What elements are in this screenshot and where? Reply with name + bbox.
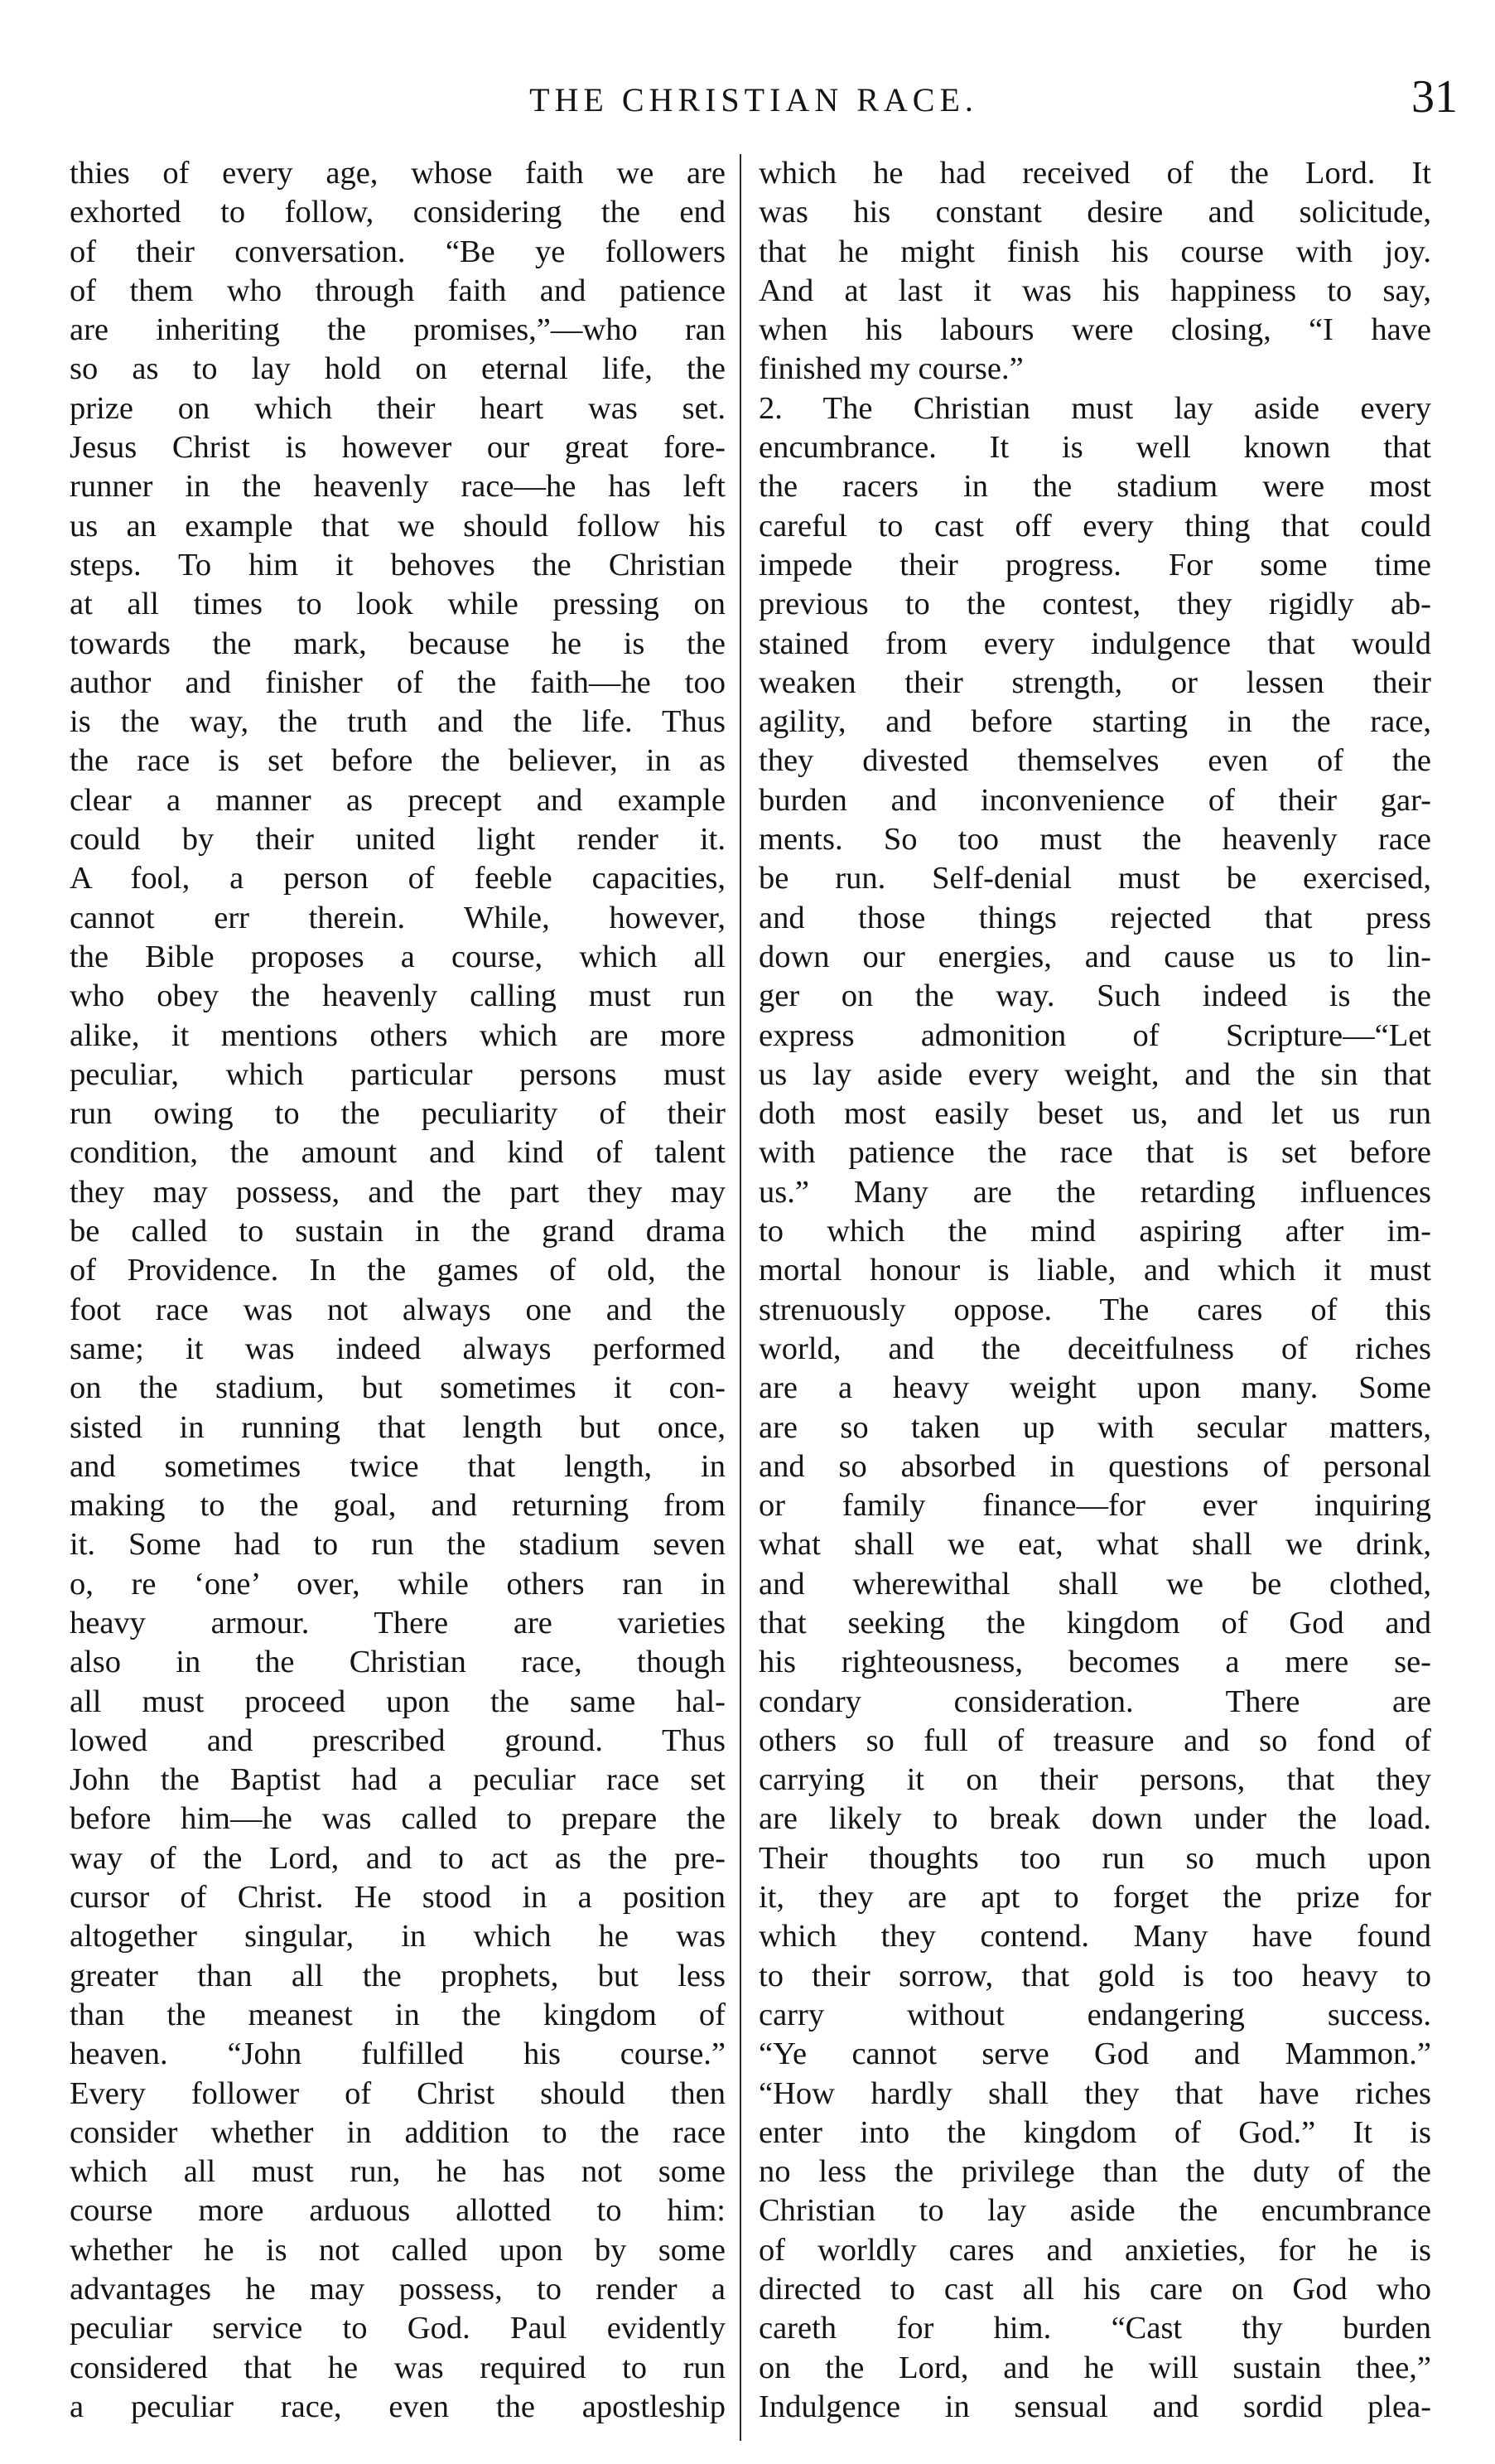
text-line: they divested themselves even of the [759, 743, 1431, 779]
text-line: greater than all the prophets, but less [70, 1958, 726, 1993]
left-column [70, 154, 726, 2427]
text-line: considered that he was required to run [70, 2350, 726, 2385]
text-line: foot race was not always one and the [70, 1292, 726, 1327]
text-line: Their thoughts too run so much upon [759, 1840, 1431, 1876]
text-line: are likely to break down under the load. [759, 1801, 1431, 1837]
text-line: agility, and before starting in the race, [759, 704, 1431, 740]
text-line: same; it was indeed always performed [70, 1331, 726, 1366]
text-line: Indulgence in sensual and sordid plea- [759, 2389, 1431, 2424]
text-line: o, re ‘one’ over, while others ran in [70, 1566, 726, 1602]
text-line: on the Lord, and he will sustain thee,” [759, 2350, 1431, 2385]
column-divider [740, 154, 741, 2441]
text-line: they may possess, and the part they may [70, 1174, 726, 1210]
text-line: or family finance—for ever inquiring [759, 1488, 1431, 1524]
text-line: making to the goal, and returning from [70, 1488, 726, 1524]
text-line: sisted in running that length but once, [70, 1409, 726, 1445]
text-line: could by their united light render it. [70, 822, 726, 858]
text-line: and wherewithal shall we be clothed, [759, 1566, 1431, 1602]
text-line: no less the privilege than the duty of the [759, 2154, 1431, 2190]
text-line: finished my course.” [759, 351, 1024, 387]
text-line: of worldly cares and anxieties, for he is [759, 2232, 1431, 2268]
text-line: us.” Many are the retarding influences [759, 1174, 1431, 1210]
text-line: and sometimes twice that length, in [70, 1448, 726, 1484]
text-line: that he might finish his course with joy. [759, 234, 1431, 269]
text-line: down our energies, and cause us to lin- [759, 939, 1431, 974]
text-line: when his labours were closing, “I have [759, 312, 1431, 348]
text-line: burden and inconvenience of their gar- [759, 782, 1431, 818]
text-line: and so absorbed in questions of personal [759, 1448, 1431, 1484]
text-line: author and finisher of the faith—he too [70, 664, 726, 700]
text-line: on the stadium, but sometimes it con- [70, 1370, 726, 1406]
text-line: alike, it mentions others which are more [70, 1017, 726, 1053]
page-number: 31 [1411, 71, 1458, 123]
text-line: are a heavy weight upon many. Some [759, 1370, 1431, 1406]
text-line: exhorted to follow, considering the end [70, 195, 726, 230]
text-line: Jesus Christ is however our great fore- [70, 430, 726, 466]
text-line: peculiar, which particular persons must [70, 1056, 726, 1092]
text-line: it, they are apt to forget the prize for [759, 1880, 1431, 1916]
text-line: whether he is not called upon by some [70, 2232, 726, 2268]
text-line: directed to cast all his care on God who [759, 2272, 1431, 2307]
text-line: “How hardly shall they that have riches [759, 2075, 1431, 2111]
text-line: And at last it was his happiness to say, [759, 273, 1431, 308]
text-line: carrying it on their persons, that they [759, 1762, 1431, 1798]
text-line: thies of every age, whose faith we are [70, 156, 726, 191]
text-line: all must proceed upon the same hal- [70, 1684, 726, 1719]
text-line: John the Baptist had a peculiar race set [70, 1762, 726, 1798]
text-line: which they contend. Many have found [759, 1919, 1431, 1954]
text-line: ger on the way. Such indeed is the [759, 978, 1431, 1014]
text-line: way of the Lord, and to act as the pre- [70, 1840, 726, 1876]
text-line: be run. Self-denial must be exercised, [759, 861, 1431, 896]
text-line: the racers in the stadium were most [759, 469, 1431, 505]
text-line: of them who through faith and patience [70, 273, 726, 308]
text-line: stained from every indulgence that would [759, 626, 1431, 661]
text-line: careful to cast off every thing that could [759, 508, 1431, 544]
text-line: of Providence. In the games of old, the [70, 1253, 726, 1288]
text-line: runner in the heavenly race—he has left [70, 469, 726, 505]
text-line: express admonition of Scripture—“Let [759, 1017, 1431, 1053]
text-line: is the way, the truth and the life. Thus [70, 704, 726, 740]
text-line: careth for him. “Cast thy burden [759, 2311, 1431, 2346]
text-line: mortal honour is liable, and which it must [759, 1253, 1431, 1288]
right-column [759, 154, 1431, 2427]
text-line: us lay aside every weight, and the sin that [759, 1056, 1431, 1092]
text-line: be called to sustain in the grand drama [70, 1214, 726, 1249]
text-line: cannot err therein. While, however, [70, 900, 726, 935]
text-line: condary consideration. There are [759, 1684, 1431, 1719]
text-line: “Ye cannot serve God and Mammon.” [759, 2036, 1431, 2072]
text-line: of their conversation. “Be ye followers [70, 234, 726, 269]
text-line: run owing to the peculiarity of their [70, 1096, 726, 1132]
text-line: which he had received of the Lord. It [759, 156, 1431, 191]
text-line: consider whether in addition to the race [70, 2114, 726, 2150]
text-line: cursor of Christ. He stood in a position [70, 1880, 726, 1916]
text-line: to which the mind aspiring after im- [759, 1214, 1431, 1249]
text-line: previous to the contest, they rigidly ab- [759, 587, 1431, 622]
text-line: others so full of treasure and so fond of [759, 1722, 1431, 1758]
text-line: steps. To him it behoves the Christian [70, 547, 726, 582]
text-line: which all must run, he has not some [70, 2154, 726, 2190]
text-line: Christian to lay aside the encumbrance [759, 2193, 1431, 2229]
text-line: so as to lay hold on eternal life, the [70, 351, 726, 387]
text-line: the Bible proposes a course, which all [70, 939, 726, 974]
text-line: who obey the heavenly calling must run [70, 978, 726, 1014]
text-line: are inheriting the promises,”—who ran [70, 312, 726, 348]
text-line: are so taken up with secular matters, [759, 1409, 1431, 1445]
text-line: his righteousness, becomes a mere se- [759, 1645, 1431, 1680]
text-line: carry without endangering success. [759, 1997, 1431, 2032]
text-line: course more arduous allotted to him: [70, 2193, 726, 2229]
text-line: strenuously oppose. The cares of this [759, 1292, 1431, 1327]
text-line: ments. So too must the heavenly race [759, 822, 1431, 858]
text-line: than the meanest in the kingdom of [70, 1997, 726, 2032]
text-line: heaven. “John fulfilled his course.” [70, 2036, 726, 2072]
text-line: lowed and prescribed ground. Thus [70, 1722, 726, 1758]
text-line: a peculiar race, even the apostleship [70, 2389, 726, 2424]
text-line: altogether singular, in which he was [70, 1919, 726, 1954]
text-line: world, and the deceitfulness of riches [759, 1331, 1431, 1366]
text-line: A fool, a person of feeble capacities, [70, 861, 726, 896]
text-line: and those things rejected that press [759, 900, 1431, 935]
text-line: also in the Christian race, though [70, 1645, 726, 1680]
text-line: us an example that we should follow his [70, 508, 726, 544]
running-head [50, 71, 1458, 129]
text-line: at all times to look while pressing on [70, 587, 726, 622]
text-line: before him—he was called to prepare the [70, 1801, 726, 1837]
text-line: was his constant desire and solicitude, [759, 195, 1431, 230]
text-line: with patience the race that is set before [759, 1135, 1431, 1171]
text-line: weaken their strength, or lessen their [759, 664, 1431, 700]
text-line: condition, the amount and kind of talent [70, 1135, 726, 1171]
text-line: the race is set before the believer, in as [70, 743, 726, 779]
text-line: that seeking the kingdom of God and [759, 1605, 1431, 1640]
text-line: advantages he may possess, to render a [70, 2272, 726, 2307]
text-line: towards the mark, because he is the [70, 626, 726, 661]
text-line: peculiar service to God. Paul evidently [70, 2311, 726, 2346]
text-line: prize on which their heart was set. [70, 390, 726, 426]
text-line: impede their progress. For some time [759, 547, 1431, 582]
text-line: it. Some had to run the stadium seven [70, 1527, 726, 1563]
text-line: enter into the kingdom of God.” It is [759, 2114, 1431, 2150]
running-title: THE CHRISTIAN RACE. [529, 81, 978, 118]
text-line: heavy armour. There are varieties [70, 1605, 726, 1640]
text-line: to their sorrow, that gold is too heavy to [759, 1958, 1431, 1993]
text-line: encumbrance. It is well known that [759, 430, 1431, 466]
text-line: Every follower of Christ should then [70, 2075, 726, 2111]
text-line: what shall we eat, what shall we drink, [759, 1527, 1431, 1563]
text-line: doth most easily beset us, and let us run [759, 1096, 1431, 1132]
text-line: clear a manner as precept and example [70, 782, 726, 818]
text-line: 2. The Christian must lay aside every [759, 390, 1431, 426]
